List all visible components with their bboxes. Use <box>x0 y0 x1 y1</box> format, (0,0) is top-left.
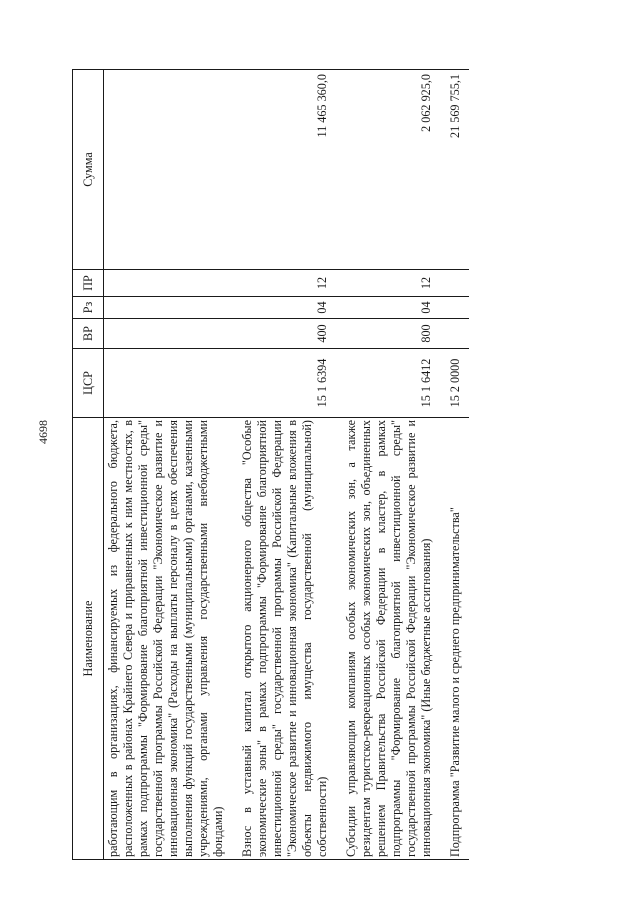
header-csr: ЦСР <box>73 349 104 418</box>
cell-pr <box>446 270 469 297</box>
cell-pr: 12 <box>342 270 446 297</box>
cell-name: Субсидии управляющим компаниям особых экономических зон, а также резидентам туристско-рекреационных особых экономических зон, объединенных решением Правительства Российской Федерации в кластер, в рамках подпрограммы "Формирование благоприятной инвестиционной среды" государственной программы Российской Федерации "Экономическое развитие и инновационная экономика" (Иные бюджетные ассигнования) <box>342 418 446 860</box>
cell-rz <box>446 297 469 319</box>
cell-sum: 21 569 755,1 <box>446 70 469 270</box>
budget-table <box>72 69 469 860</box>
cell-pr: 12 <box>238 270 342 297</box>
table-row <box>238 70 342 860</box>
table-row <box>446 70 469 860</box>
cell-csr: 15 2 0000 <box>446 349 469 418</box>
cell-vr: 800 <box>342 319 446 349</box>
cell-csr <box>104 349 239 418</box>
cell-name: Подпрограмма "Развитие малого и среднего предпринимательства" <box>446 418 469 860</box>
cell-rz <box>104 297 239 319</box>
header-sum: Сумма <box>73 70 104 270</box>
cell-sum: 2 062 925,0 <box>342 70 446 270</box>
cell-csr: 15 1 6412 <box>342 349 446 418</box>
cell-rz: 04 <box>342 297 446 319</box>
header-name: Наименование <box>73 418 104 860</box>
cell-name: Взнос в уставный капитал открытого акционерного общества "Особые экономические зоны" в рамках подпрограммы "Формирование благоприятной инвестиционной среды" государственной программы Российской Федерации "Экономическое развитие и инновационная экономика" (Капитальные вложения в объекты недвижимого имущества государственной (муниципальной) собственности) <box>238 418 342 860</box>
rotated-page-content <box>72 70 572 860</box>
header-rz: Рз <box>73 297 104 319</box>
table-row <box>342 70 446 860</box>
page-number: 4698 <box>36 420 50 444</box>
cell-sum <box>104 70 239 270</box>
cell-vr: 400 <box>238 319 342 349</box>
table-body <box>104 70 470 860</box>
cell-name: работающим в организациях, финансируемых из федерального бюджета, расположенных в районах Крайнего Севера и приравненных к ним местностях, в рамках подпрограммы "Формирование благоприятной инвестиционной среды" государственной программы Российской Федерации "Экономическое развитие и инновационная экономика" (Расходы на выплаты персоналу в целях обеспечения выполнения функций государственными (муниципальными) органами, казенными учреждениями, органами управления государственными внебюджетными фондами) <box>104 418 239 860</box>
header-pr: ПР <box>73 270 104 297</box>
cell-rz: 04 <box>238 297 342 319</box>
header-vr: ВР <box>73 319 104 349</box>
cell-vr <box>446 319 469 349</box>
cell-pr <box>104 270 239 297</box>
cell-sum: 11 465 360,0 <box>238 70 342 270</box>
table-header-row <box>73 70 104 860</box>
cell-csr: 15 1 6394 <box>238 349 342 418</box>
table-row <box>104 70 239 860</box>
cell-vr <box>104 319 239 349</box>
